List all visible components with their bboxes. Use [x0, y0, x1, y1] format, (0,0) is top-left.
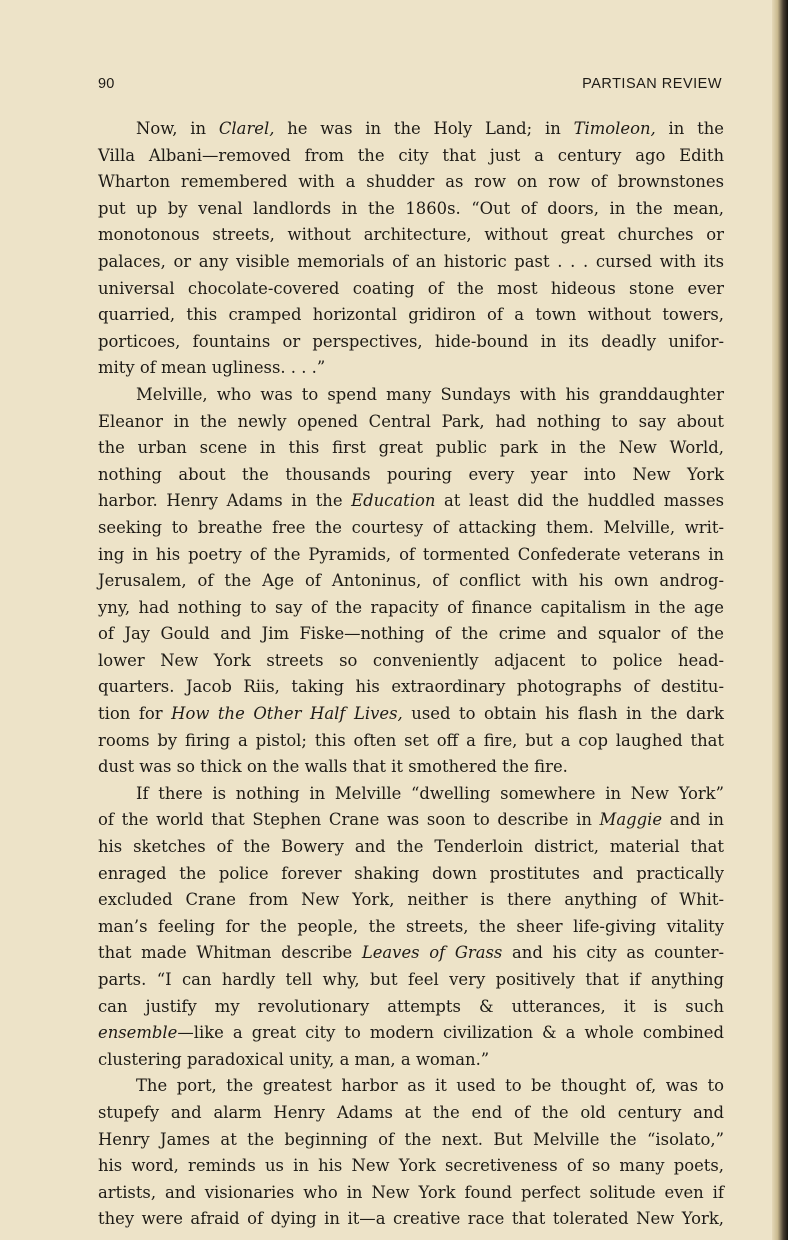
work-title: Education — [351, 491, 436, 511]
paragraph-1 — [98, 116, 724, 382]
text-line: his word, reminds us in his New York secretiveness of so many poets, — [98, 1156, 724, 1176]
text-line: If there is nothing in Melville “dwelling somewhere in New York” — [136, 783, 724, 803]
text-line: that made Whitman describe Leaves of Grass and his city as counter- — [98, 943, 724, 963]
text-line: yny, had nothing to say of the rapacity of finance capitalism in the age — [98, 597, 724, 617]
text-line: Villa Albani—removed from the city that just a century ago Edith — [98, 145, 724, 165]
text-line: Wharton remembered with a shudder as row on row of brownstones — [98, 172, 724, 192]
emphasized-word: ensemble — [98, 1023, 178, 1043]
text-line: put up by venal landlords in the 1860s. “Out of doors, in the mean, — [98, 198, 724, 218]
text-line: Henry James at the beginning of the next. But Melville the “isolato,” — [98, 1129, 724, 1149]
work-title: How the Other Half Lives, — [171, 704, 403, 724]
text-line: lower New York streets so conveniently adjacent to police head- — [98, 650, 724, 670]
paragraph-4 — [98, 1073, 724, 1233]
text-line: universal chocolate-covered coating of the most hideous stone ever — [98, 278, 724, 298]
text-line: parts. “I can hardly tell why, but feel very positively that if anything — [98, 970, 724, 989]
text-line: palaces, or any visible memorials of an historic past . . . cursed with its — [98, 251, 724, 271]
text-line: dust was so thick on the walls that it smothered the fire. — [98, 757, 568, 777]
work-title: Timoleon, — [573, 119, 656, 138]
text-line: rooms by firing a pistol; this often set off a fire, but a cop laughed that — [98, 730, 724, 750]
text-line: enraged the police forever shaking down prostitutes and practically — [98, 863, 724, 883]
text-line: Eleanor in the newly opened Central Park, had nothing to say about — [98, 411, 724, 431]
article-body — [98, 116, 724, 1233]
text-line: seeking to breathe free the courtesy of attacking them. Melville, writ- — [98, 517, 724, 537]
text-line: tion for How the Other Half Lives, used to obtain his flash in the dark — [98, 704, 724, 724]
text-line: the urban scene in this first great public park in the New World, — [98, 438, 724, 458]
text-line: of the world that Stephen Crane was soon to describe in Maggie and in — [98, 810, 724, 830]
text-line: Melville, who was to spend many Sundays with his granddaughter — [136, 384, 724, 404]
text-line: monotonous streets, without architecture, without great churches or — [98, 225, 724, 245]
text-line: porticoes, fountains or perspectives, hide-bound in its deadly unifor- — [98, 331, 724, 351]
text-line: of Jay Gould and Jim Fiske—nothing of the crime and squalor of the — [98, 624, 724, 644]
work-title: Maggie — [599, 810, 663, 830]
text-line: nothing about the thousands pouring every year into New York — [98, 464, 724, 484]
text-line: they were afraid of dying in it—a creative race that tolerated New York, — [98, 1209, 724, 1229]
paragraph-3 — [98, 781, 724, 1074]
running-title: PARTISAN REVIEW — [582, 76, 722, 92]
work-title: Clarel, — [218, 119, 275, 138]
text-line: quarters. Jacob Riis, taking his extraordinary photographs of destitu- — [98, 677, 724, 697]
text-line: clustering paradoxical unity, a man, a woman.” — [98, 1049, 490, 1069]
text-line: stupefy and alarm Henry Adams at the end of the old century and — [98, 1102, 724, 1122]
text-line: ensemble—like a great city to modern civilization & a whole combined — [98, 1023, 724, 1043]
text-line: his sketches of the Bowery and the Tenderloin district, material that — [98, 837, 724, 857]
paragraph-2 — [98, 382, 724, 781]
text-line: ing in his poetry of the Pyramids, of tormented Confederate veterans in — [98, 544, 724, 564]
page-number: 90 — [98, 76, 115, 92]
book-spine-shadow — [772, 0, 788, 1240]
text-line: Jerusalem, of the Age of Antoninus, of conflict with his own androg- — [98, 571, 724, 591]
text-line: quarried, this cramped horizontal gridiron of a town without towers, — [98, 305, 724, 325]
text-line: artists, and visionaries who in New York found perfect solitude even if — [98, 1182, 724, 1202]
text-line: Now, in Clarel, he was in the Holy Land; in Timoleon, in the — [136, 119, 724, 138]
work-title: Leaves of Grass — [361, 943, 503, 963]
text-line: The port, the greatest harbor as it used to be thought of, was to — [136, 1076, 724, 1096]
text-line: can justify my revolutionary attempts & utterances, it is such — [98, 996, 724, 1016]
text-line: excluded Crane from New York, neither is there anything of Whit- — [98, 890, 724, 910]
text-line: harbor. Henry Adams in the Education at least did the huddled masses — [98, 491, 724, 511]
text-line: man’s feeling for the people, the streets, the sheer life-giving vitality — [98, 916, 724, 936]
text-line: mity of mean ugliness. . . .” — [98, 358, 326, 378]
